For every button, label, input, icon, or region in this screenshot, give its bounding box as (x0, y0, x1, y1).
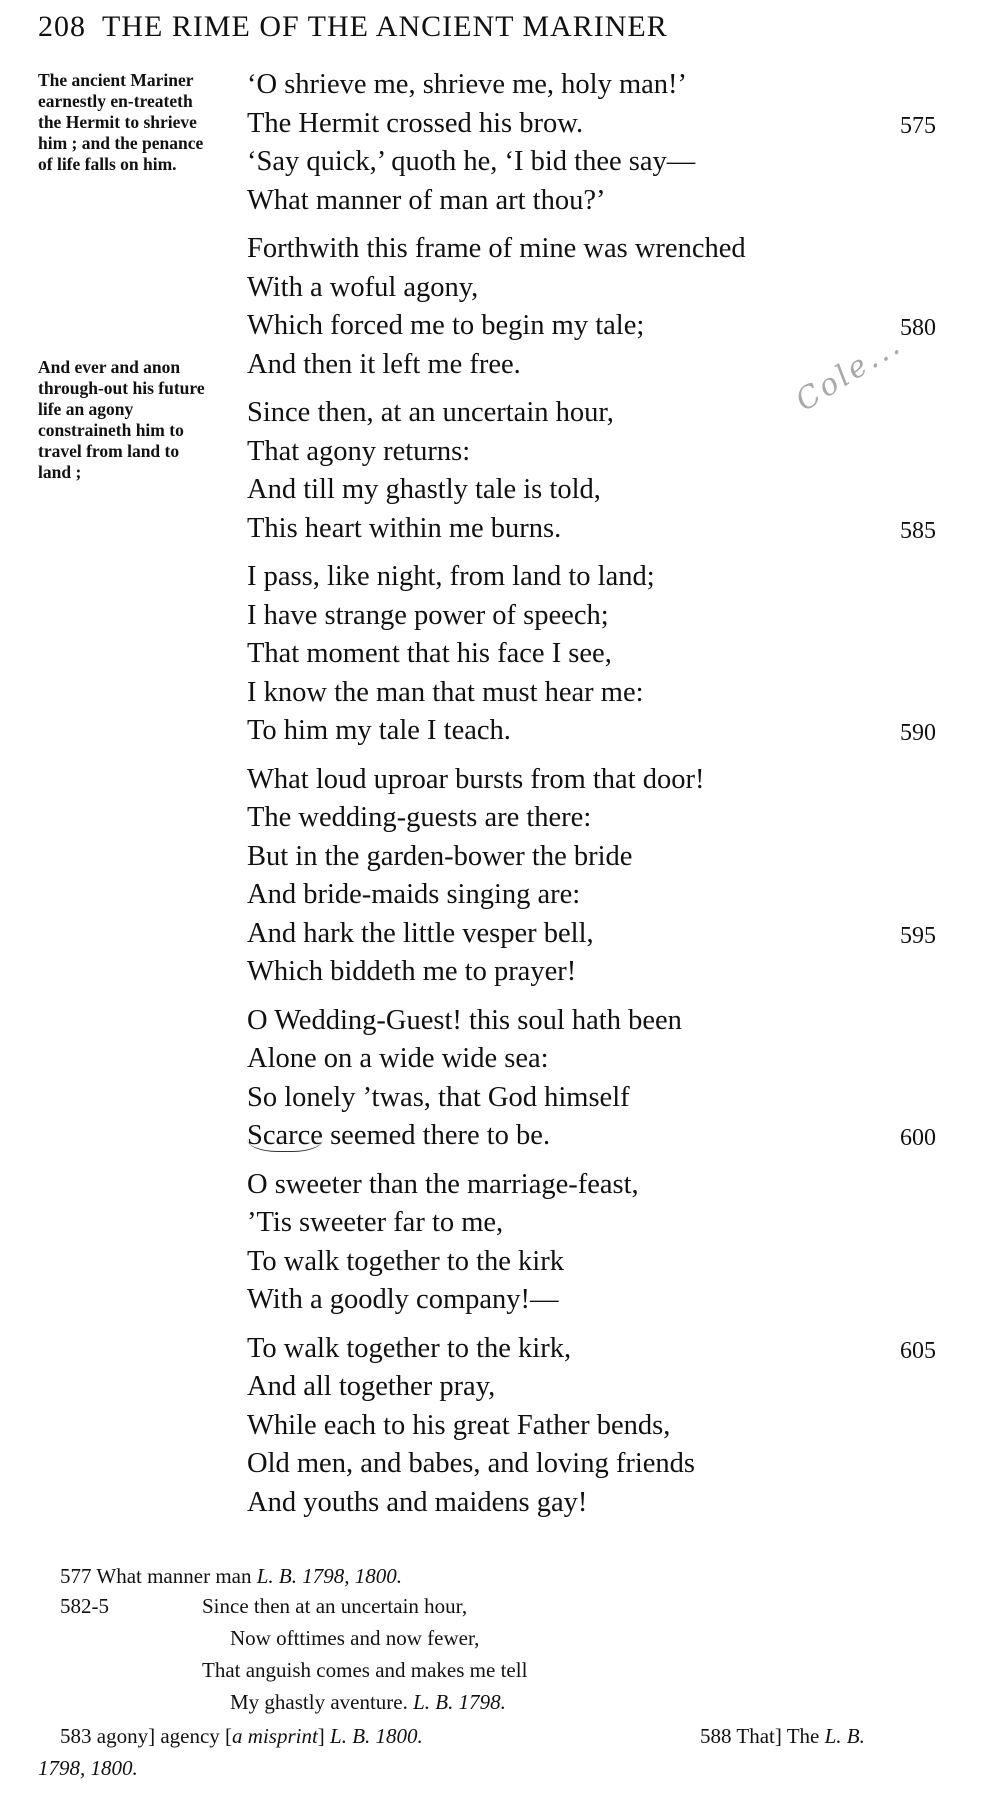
verse-text: I know the man that must hear me: (247, 676, 644, 708)
verse-text: Since then, at an uncertain hour, (247, 397, 614, 428)
verse-text: While each to his great Father bends, (247, 1409, 671, 1441)
verse-text: Which biddeth me to prayer! (247, 956, 577, 987)
verse-text: That moment that his face I see, (247, 638, 612, 669)
verse-text: To walk together to the kirk, (247, 1332, 572, 1364)
stanza (247, 1002, 967, 1156)
footnote-583: 583 agony] agency [a misprint] L. B. 1800. (60, 1724, 423, 1748)
footnote-582-line1: Since then at an uncertain hour, (202, 1594, 468, 1618)
verse-text: Old men, and babes, and loving friends (247, 1448, 695, 1479)
running-title: THE RIME OF THE ANCIENT MARINER (102, 10, 668, 43)
verse-line (247, 66, 967, 105)
pencil-underline: Scarce (247, 1120, 323, 1151)
verse-text: With a woful agony, (247, 271, 479, 303)
verse-line (247, 433, 967, 472)
page-number: 208 (38, 10, 86, 43)
line-number: 600 (900, 1125, 936, 1151)
poem-body (247, 66, 967, 1532)
pencil-annotation: Cole... (789, 326, 909, 419)
line-number: 605 (900, 1337, 936, 1364)
verse-line (247, 182, 967, 221)
verse-line (247, 307, 967, 346)
verse-line (247, 1040, 967, 1079)
page-header (38, 10, 958, 44)
verse-line (247, 953, 967, 992)
stanza (247, 558, 967, 751)
footnote-582-line4: My ghastly aventure. L. B. 1798. (230, 1690, 506, 1714)
verse-text: Alone on a wide wide sea: (247, 1043, 549, 1074)
line-number: 590 (900, 720, 936, 746)
verse-text: And youths and maidens gay! (247, 1486, 588, 1518)
verse-text: And bride-maids singing are: (247, 879, 581, 910)
verse-line (247, 712, 967, 751)
verse-text: What loud uproar bursts from that door! (247, 763, 705, 795)
verse-line (247, 1204, 967, 1243)
verse-text: ‘O shrieve me, shrieve me, holy man!’ (247, 69, 688, 100)
footnote-582-line2: Now ofttimes and now fewer, (230, 1626, 480, 1650)
verse-line (247, 597, 967, 636)
verse-line (247, 838, 967, 877)
verse-text: And then it left me free. (247, 348, 521, 380)
verse-text: So lonely ’twas, that God himself (247, 1081, 630, 1113)
verse-text: ’Tis sweeter far to me, (247, 1207, 504, 1238)
footnote-588-continued: 1798, 1800. (38, 1756, 138, 1780)
verse-text: ‘Say quick,’ quoth he, ‘I bid thee say— (247, 146, 696, 177)
verse-line (247, 1079, 967, 1118)
verse-line (247, 230, 967, 269)
stanza (247, 1330, 967, 1523)
footnote-588: 588 That] The L. B. (700, 1724, 865, 1748)
line-number: 585 (900, 517, 936, 544)
side-gloss-1: The ancient Mariner earnestly en-treateth the Hermit to shrieve him ; and the penance of life falls on him. (38, 70, 204, 174)
line-number: 595 (900, 922, 936, 949)
verse-text: With a goodly company!— (247, 1284, 559, 1315)
verse-line (247, 346, 967, 385)
verse-text: I pass, like night, from land to land; (247, 561, 655, 592)
verse-line (247, 1243, 967, 1282)
line-number: 575 (900, 112, 936, 139)
footnote-582-5-number: 582-5 (60, 1594, 109, 1618)
verse-line (247, 674, 967, 713)
verse-line (247, 269, 967, 308)
verse-line (247, 1407, 967, 1446)
verse-text: The Hermit crossed his brow. (247, 107, 584, 139)
verse-line (247, 876, 967, 915)
verse-line (247, 915, 967, 954)
footnote-582-line3: That anguish comes and makes me tell (202, 1658, 528, 1682)
line-number: 580 (900, 315, 936, 341)
verse-text: This heart within me burns. (247, 512, 562, 544)
verse-line (247, 799, 967, 838)
verse-text: That agony returns: (247, 435, 471, 467)
side-gloss-2: And ever and anon through-out his future life an agony constraineth him to travel from land to land ; (38, 357, 205, 482)
verse-line (247, 1368, 967, 1407)
verse-line (247, 1330, 967, 1369)
verse-text: But in the garden-bower the bride (247, 840, 633, 872)
verse-line (247, 471, 967, 510)
verse-line (247, 1166, 967, 1205)
verse-text: Which forced me to begin my tale; (247, 310, 645, 341)
verse-line (247, 1117, 967, 1156)
footnote-577: 577 What manner man L. B. 1798, 1800. (60, 1564, 402, 1588)
verse-text: And hark the little vesper bell, (247, 917, 594, 949)
verse-text: What manner of man art thou?’ (247, 184, 606, 216)
stanza (247, 230, 967, 384)
verse-line (247, 761, 967, 800)
verse-line (247, 143, 967, 182)
verse-text: To walk together to the kirk (247, 1245, 564, 1277)
stanza (247, 66, 967, 220)
stanza (247, 394, 967, 548)
verse-line (247, 510, 967, 549)
verse-text: And all together pray, (247, 1371, 496, 1402)
verse-line (247, 1002, 967, 1041)
verse-text: Scarce seemed there to be. (247, 1120, 551, 1151)
verse-line (247, 558, 967, 597)
verse-line (247, 1445, 967, 1484)
stanza (247, 761, 967, 992)
verse-line (247, 635, 967, 674)
verse-line (247, 394, 967, 433)
verse-text: The wedding-guests are there: (247, 802, 592, 833)
verse-line (247, 105, 967, 144)
verse-text: O sweeter than the marriage-feast, (247, 1168, 639, 1200)
verse-text: To him my tale I teach. (247, 715, 511, 746)
verse-text: And till my ghastly tale is told, (247, 474, 601, 505)
verse-text: I have strange power of speech; (247, 599, 609, 631)
verse-text: Forthwith this frame of mine was wrenched (247, 233, 746, 264)
verse-line (247, 1484, 967, 1523)
verse-text: O Wedding-Guest! this soul hath been (247, 1004, 682, 1036)
verse-line (247, 1281, 967, 1320)
stanza (247, 1166, 967, 1320)
